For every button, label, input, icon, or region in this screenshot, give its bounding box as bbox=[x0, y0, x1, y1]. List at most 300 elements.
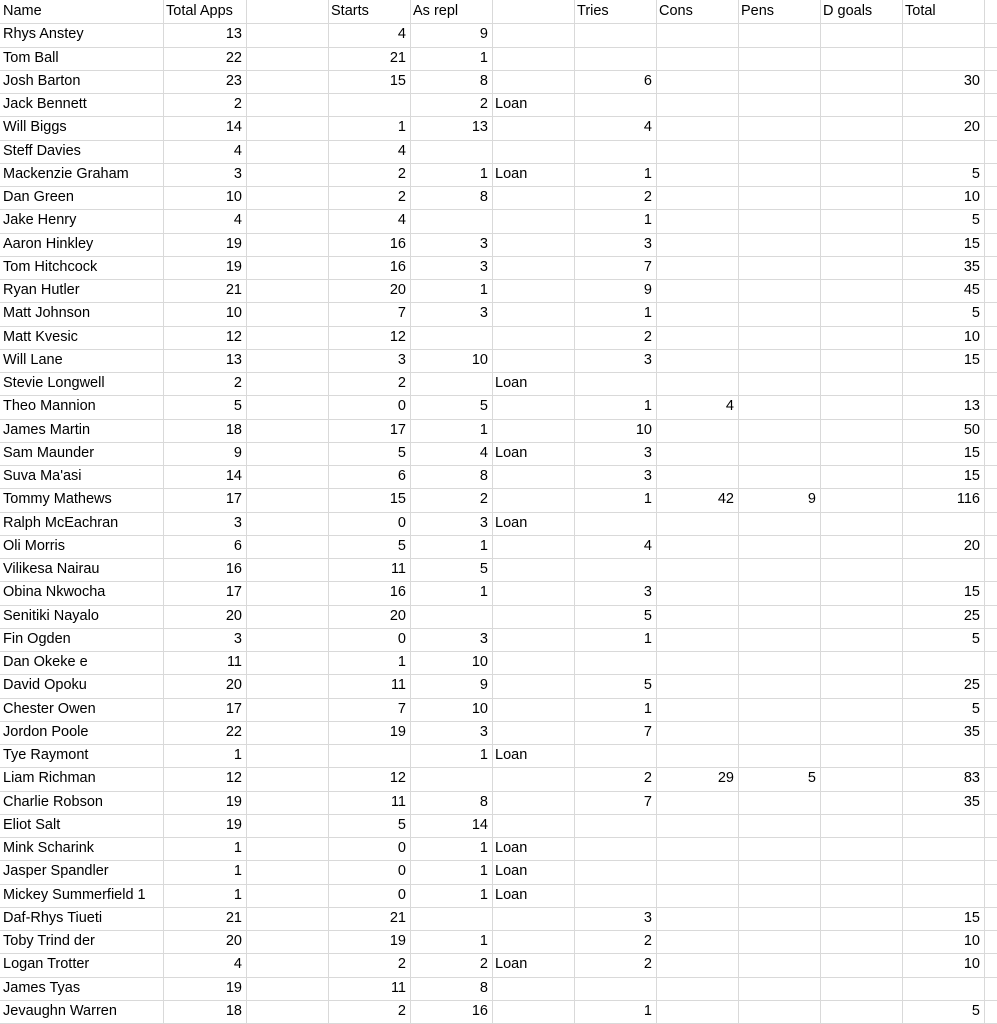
cell-extra[interactable] bbox=[246, 698, 328, 721]
cell-d-goals[interactable] bbox=[820, 605, 902, 628]
cell-total-apps[interactable]: 21 bbox=[225, 910, 242, 926]
header-cell-as-repl[interactable]: As repl bbox=[413, 3, 459, 19]
cell-d-goals[interactable] bbox=[820, 791, 902, 814]
cell-d-goals[interactable] bbox=[820, 279, 902, 302]
cell-total-apps[interactable]: 6 bbox=[233, 538, 242, 554]
cell-tail[interactable] bbox=[984, 953, 997, 976]
cell-total-apps[interactable]: 3 bbox=[233, 631, 242, 647]
cell-starts[interactable]: 2 bbox=[397, 956, 406, 972]
cell-cons[interactable] bbox=[656, 628, 738, 651]
cell-total-apps[interactable]: 20 bbox=[225, 933, 242, 949]
cell-total-apps[interactable]: 1 bbox=[233, 840, 242, 856]
cell-total[interactable]: 5 bbox=[971, 305, 980, 321]
cell-tries[interactable]: 3 bbox=[643, 236, 652, 252]
cell-starts[interactable]: 19 bbox=[389, 933, 406, 949]
cell-tail[interactable] bbox=[984, 256, 997, 279]
cell-pens[interactable] bbox=[738, 698, 820, 721]
cell-extra[interactable] bbox=[246, 628, 328, 651]
cell-pens[interactable] bbox=[738, 233, 820, 256]
cell-d-goals[interactable] bbox=[820, 721, 902, 744]
cell-tries[interactable]: 1 bbox=[643, 212, 652, 228]
cell-note[interactable] bbox=[492, 326, 574, 349]
cell-total[interactable] bbox=[902, 744, 984, 767]
cell-d-goals[interactable] bbox=[820, 535, 902, 558]
cell-as-repl[interactable]: 1 bbox=[479, 887, 488, 903]
cell-pens[interactable] bbox=[738, 349, 820, 372]
cell-starts[interactable]: 7 bbox=[397, 701, 406, 717]
cell-note[interactable] bbox=[492, 674, 574, 697]
cell-d-goals[interactable] bbox=[820, 233, 902, 256]
cell-pens[interactable] bbox=[738, 116, 820, 139]
cell-tries[interactable] bbox=[574, 977, 656, 1000]
cell-starts[interactable]: 5 bbox=[397, 817, 406, 833]
cell-name[interactable]: Jasper Spandler bbox=[3, 863, 109, 879]
cell-note[interactable] bbox=[492, 140, 574, 163]
cell-as-repl[interactable]: 1 bbox=[479, 50, 488, 66]
cell-tail[interactable] bbox=[984, 163, 997, 186]
cell-total[interactable]: 35 bbox=[963, 259, 980, 275]
cell-name[interactable]: Steff Davies bbox=[3, 143, 81, 159]
cell-total[interactable]: 5 bbox=[971, 701, 980, 717]
cell-d-goals[interactable] bbox=[820, 23, 902, 46]
cell-total[interactable] bbox=[902, 372, 984, 395]
cell-tail[interactable] bbox=[984, 907, 997, 930]
cell-starts[interactable]: 11 bbox=[390, 980, 406, 996]
cell-tail[interactable] bbox=[984, 930, 997, 953]
cell-as-repl[interactable]: 2 bbox=[479, 956, 488, 972]
cell-cons[interactable] bbox=[656, 465, 738, 488]
cell-starts[interactable]: 4 bbox=[397, 212, 406, 228]
cell-as-repl[interactable]: 3 bbox=[479, 305, 488, 321]
cell-name[interactable]: Eliot Salt bbox=[3, 817, 61, 833]
cell-note[interactable] bbox=[492, 767, 574, 790]
cell-total-apps[interactable]: 5 bbox=[233, 398, 242, 414]
cell-extra[interactable] bbox=[246, 953, 328, 976]
cell-d-goals[interactable] bbox=[820, 419, 902, 442]
cell-note[interactable] bbox=[492, 1000, 574, 1023]
cell-d-goals[interactable] bbox=[820, 256, 902, 279]
cell-note[interactable] bbox=[492, 116, 574, 139]
cell-name[interactable]: Toby Trind der bbox=[3, 933, 95, 949]
cell-name[interactable]: Ralph McEachran bbox=[3, 515, 119, 531]
cell-extra[interactable] bbox=[246, 465, 328, 488]
header-cell-d-goals[interactable]: D goals bbox=[823, 3, 873, 19]
cell-pens[interactable] bbox=[738, 47, 820, 70]
cell-starts[interactable]: 0 bbox=[397, 840, 406, 856]
cell-pens[interactable] bbox=[738, 977, 820, 1000]
cell-cons[interactable]: 42 bbox=[717, 491, 734, 507]
cell-pens[interactable] bbox=[738, 256, 820, 279]
cell-d-goals[interactable] bbox=[820, 116, 902, 139]
cell-starts[interactable]: 1 bbox=[397, 119, 406, 135]
cell-extra[interactable] bbox=[246, 488, 328, 511]
cell-as-repl[interactable] bbox=[410, 326, 492, 349]
cell-total[interactable]: 35 bbox=[963, 794, 980, 810]
cell-tail[interactable] bbox=[984, 674, 997, 697]
cell-cons[interactable] bbox=[656, 930, 738, 953]
cell-note[interactable] bbox=[492, 698, 574, 721]
cell-note[interactable] bbox=[492, 186, 574, 209]
cell-name[interactable]: Fin Ogden bbox=[3, 631, 71, 647]
cell-cons[interactable] bbox=[656, 791, 738, 814]
cell-extra[interactable] bbox=[246, 163, 328, 186]
cell-pens[interactable] bbox=[738, 605, 820, 628]
cell-total[interactable]: 13 bbox=[963, 398, 980, 414]
cell-d-goals[interactable] bbox=[820, 1000, 902, 1023]
cell-extra[interactable] bbox=[246, 302, 328, 325]
cell-note[interactable]: Loan bbox=[495, 515, 528, 531]
cell-tail[interactable] bbox=[984, 23, 997, 46]
cell-pens[interactable]: 5 bbox=[807, 770, 816, 786]
cell-cons[interactable] bbox=[656, 186, 738, 209]
cell-tries[interactable]: 10 bbox=[635, 422, 652, 438]
cell-d-goals[interactable] bbox=[820, 581, 902, 604]
cell-cons[interactable] bbox=[656, 349, 738, 372]
cell-extra[interactable] bbox=[246, 442, 328, 465]
header-cell-starts[interactable]: Starts bbox=[331, 3, 369, 19]
cell-cons[interactable] bbox=[656, 442, 738, 465]
cell-total[interactable] bbox=[902, 23, 984, 46]
cell-as-repl[interactable]: 1 bbox=[479, 933, 488, 949]
cell-name[interactable]: Rhys Anstey bbox=[3, 26, 84, 42]
cell-name[interactable]: Mickey Summerfield 1 bbox=[3, 887, 146, 903]
cell-tail[interactable] bbox=[984, 349, 997, 372]
cell-tail[interactable] bbox=[984, 558, 997, 581]
cell-note[interactable] bbox=[492, 930, 574, 953]
header-cell-tail[interactable] bbox=[984, 0, 997, 23]
cell-cons[interactable] bbox=[656, 70, 738, 93]
cell-tries[interactable] bbox=[574, 93, 656, 116]
cell-note[interactable] bbox=[492, 628, 574, 651]
cell-total[interactable] bbox=[902, 558, 984, 581]
cell-tries[interactable]: 3 bbox=[643, 352, 652, 368]
cell-cons[interactable] bbox=[656, 581, 738, 604]
cell-name[interactable]: Tom Ball bbox=[3, 50, 59, 66]
cell-cons[interactable] bbox=[656, 326, 738, 349]
cell-pens[interactable] bbox=[738, 721, 820, 744]
cell-tail[interactable] bbox=[984, 279, 997, 302]
cell-tries[interactable]: 4 bbox=[643, 119, 652, 135]
cell-tail[interactable] bbox=[984, 419, 997, 442]
cell-tail[interactable] bbox=[984, 651, 997, 674]
cell-total[interactable]: 10 bbox=[963, 956, 980, 972]
cell-extra[interactable] bbox=[246, 907, 328, 930]
cell-extra[interactable] bbox=[246, 674, 328, 697]
cell-note[interactable] bbox=[492, 814, 574, 837]
header-cell-name[interactable]: Name bbox=[3, 3, 42, 19]
cell-pens[interactable] bbox=[738, 209, 820, 232]
cell-note[interactable] bbox=[492, 23, 574, 46]
cell-as-repl[interactable]: 5 bbox=[479, 561, 488, 577]
cell-as-repl[interactable]: 3 bbox=[479, 236, 488, 252]
cell-as-repl[interactable]: 1 bbox=[479, 166, 488, 182]
cell-d-goals[interactable] bbox=[820, 884, 902, 907]
cell-total-apps[interactable]: 17 bbox=[225, 701, 242, 717]
cell-starts[interactable]: 16 bbox=[389, 259, 406, 275]
cell-tail[interactable] bbox=[984, 302, 997, 325]
cell-as-repl[interactable] bbox=[410, 605, 492, 628]
cell-total[interactable]: 20 bbox=[963, 119, 980, 135]
cell-extra[interactable] bbox=[246, 814, 328, 837]
cell-pens[interactable] bbox=[738, 837, 820, 860]
cell-starts[interactable]: 2 bbox=[397, 189, 406, 205]
cell-tail[interactable] bbox=[984, 837, 997, 860]
cell-extra[interactable] bbox=[246, 395, 328, 418]
cell-extra[interactable] bbox=[246, 326, 328, 349]
cell-tail[interactable] bbox=[984, 47, 997, 70]
cell-note[interactable]: Loan bbox=[495, 887, 528, 903]
cell-d-goals[interactable] bbox=[820, 977, 902, 1000]
cell-as-repl[interactable]: 1 bbox=[479, 538, 488, 554]
cell-extra[interactable] bbox=[246, 47, 328, 70]
cell-d-goals[interactable] bbox=[820, 209, 902, 232]
cell-as-repl[interactable]: 1 bbox=[479, 747, 488, 763]
cell-cons[interactable] bbox=[656, 140, 738, 163]
cell-d-goals[interactable] bbox=[820, 860, 902, 883]
cell-extra[interactable] bbox=[246, 791, 328, 814]
cell-note[interactable] bbox=[492, 70, 574, 93]
cell-tries[interactable] bbox=[574, 744, 656, 767]
cell-name[interactable]: Suva Ma'asi bbox=[3, 468, 82, 484]
cell-name[interactable]: Charlie Robson bbox=[3, 794, 103, 810]
cell-tail[interactable] bbox=[984, 581, 997, 604]
cell-total[interactable]: 50 bbox=[963, 422, 980, 438]
cell-name[interactable]: Will Lane bbox=[3, 352, 63, 368]
cell-extra[interactable] bbox=[246, 233, 328, 256]
cell-extra[interactable] bbox=[246, 767, 328, 790]
cell-total-apps[interactable]: 21 bbox=[225, 282, 242, 298]
cell-total[interactable]: 5 bbox=[971, 212, 980, 228]
cell-d-goals[interactable] bbox=[820, 814, 902, 837]
cell-tries[interactable]: 3 bbox=[643, 910, 652, 926]
cell-total[interactable]: 15 bbox=[963, 445, 980, 461]
cell-as-repl[interactable]: 1 bbox=[479, 422, 488, 438]
cell-total-apps[interactable]: 13 bbox=[225, 26, 242, 42]
cell-name[interactable]: Josh Barton bbox=[3, 73, 81, 89]
cell-name[interactable]: Sam Maunder bbox=[3, 445, 95, 461]
cell-pens[interactable] bbox=[738, 163, 820, 186]
cell-total-apps[interactable]: 19 bbox=[225, 236, 242, 252]
cell-name[interactable]: Obina Nkwocha bbox=[3, 584, 106, 600]
cell-name[interactable]: Stevie Longwell bbox=[3, 375, 105, 391]
cell-tail[interactable] bbox=[984, 814, 997, 837]
cell-cons[interactable] bbox=[656, 419, 738, 442]
cell-name[interactable]: James Tyas bbox=[3, 980, 81, 996]
cell-cons[interactable] bbox=[656, 721, 738, 744]
cell-tries[interactable]: 5 bbox=[643, 608, 652, 624]
cell-name[interactable]: Matt Johnson bbox=[3, 305, 91, 321]
cell-total-apps[interactable]: 16 bbox=[225, 561, 242, 577]
cell-note[interactable] bbox=[492, 977, 574, 1000]
cell-tries[interactable]: 1 bbox=[643, 1003, 652, 1019]
cell-as-repl[interactable] bbox=[410, 372, 492, 395]
cell-tail[interactable] bbox=[984, 140, 997, 163]
cell-d-goals[interactable] bbox=[820, 349, 902, 372]
cell-total[interactable]: 10 bbox=[963, 189, 980, 205]
cell-starts[interactable]: 21 bbox=[389, 910, 406, 926]
cell-tries[interactable] bbox=[574, 512, 656, 535]
cell-note[interactable] bbox=[492, 209, 574, 232]
cell-total-apps[interactable]: 1 bbox=[233, 887, 242, 903]
cell-name[interactable]: Dan Okeke e bbox=[3, 654, 88, 670]
cell-tries[interactable]: 9 bbox=[643, 282, 652, 298]
cell-as-repl[interactable]: 8 bbox=[479, 468, 488, 484]
cell-cons[interactable] bbox=[656, 651, 738, 674]
cell-pens[interactable] bbox=[738, 535, 820, 558]
cell-as-repl[interactable] bbox=[410, 209, 492, 232]
cell-starts[interactable]: 0 bbox=[397, 863, 406, 879]
cell-total[interactable]: 83 bbox=[963, 770, 980, 786]
cell-tries[interactable]: 2 bbox=[643, 933, 652, 949]
cell-starts[interactable]: 0 bbox=[397, 515, 406, 531]
cell-cons[interactable] bbox=[656, 698, 738, 721]
cell-starts[interactable]: 4 bbox=[397, 143, 406, 159]
cell-name[interactable]: Daf-Rhys Tiueti bbox=[3, 910, 103, 926]
cell-starts[interactable]: 11 bbox=[390, 561, 406, 577]
cell-total[interactable] bbox=[902, 884, 984, 907]
cell-total[interactable]: 25 bbox=[963, 677, 980, 693]
cell-tries[interactable]: 7 bbox=[643, 724, 652, 740]
cell-extra[interactable] bbox=[246, 209, 328, 232]
cell-total-apps[interactable]: 12 bbox=[225, 329, 242, 345]
cell-note[interactable] bbox=[492, 47, 574, 70]
cell-extra[interactable] bbox=[246, 558, 328, 581]
cell-pens[interactable] bbox=[738, 744, 820, 767]
cell-tail[interactable] bbox=[984, 465, 997, 488]
cell-total[interactable]: 5 bbox=[971, 1003, 980, 1019]
cell-tail[interactable] bbox=[984, 512, 997, 535]
cell-pens[interactable] bbox=[738, 302, 820, 325]
cell-as-repl[interactable]: 10 bbox=[471, 654, 488, 670]
cell-total-apps[interactable]: 22 bbox=[225, 50, 242, 66]
cell-note[interactable] bbox=[492, 233, 574, 256]
cell-tail[interactable] bbox=[984, 186, 997, 209]
cell-as-repl[interactable]: 1 bbox=[479, 863, 488, 879]
cell-cons[interactable] bbox=[656, 209, 738, 232]
cell-pens[interactable] bbox=[738, 860, 820, 883]
cell-tail[interactable] bbox=[984, 628, 997, 651]
cell-d-goals[interactable] bbox=[820, 47, 902, 70]
cell-name[interactable]: Jevaughn Warren bbox=[3, 1003, 117, 1019]
cell-d-goals[interactable] bbox=[820, 651, 902, 674]
cell-tail[interactable] bbox=[984, 791, 997, 814]
cell-pens[interactable] bbox=[738, 93, 820, 116]
cell-pens[interactable] bbox=[738, 814, 820, 837]
cell-extra[interactable] bbox=[246, 535, 328, 558]
cell-tail[interactable] bbox=[984, 209, 997, 232]
cell-starts[interactable]: 16 bbox=[389, 236, 406, 252]
cell-as-repl[interactable]: 3 bbox=[479, 259, 488, 275]
cell-pens[interactable] bbox=[738, 674, 820, 697]
cell-tries[interactable]: 5 bbox=[643, 677, 652, 693]
cell-pens[interactable] bbox=[738, 442, 820, 465]
cell-as-repl[interactable]: 1 bbox=[479, 840, 488, 856]
cell-tries[interactable]: 2 bbox=[643, 770, 652, 786]
cell-tries[interactable]: 1 bbox=[643, 701, 652, 717]
cell-extra[interactable] bbox=[246, 93, 328, 116]
cell-pens[interactable] bbox=[738, 419, 820, 442]
cell-total-apps[interactable]: 4 bbox=[233, 956, 242, 972]
cell-starts[interactable]: 20 bbox=[389, 282, 406, 298]
cell-total[interactable]: 15 bbox=[963, 352, 980, 368]
cell-d-goals[interactable] bbox=[820, 488, 902, 511]
cell-tail[interactable] bbox=[984, 860, 997, 883]
cell-total-apps[interactable]: 9 bbox=[233, 445, 242, 461]
cell-total-apps[interactable]: 1 bbox=[233, 863, 242, 879]
cell-starts[interactable]: 0 bbox=[397, 887, 406, 903]
cell-name[interactable]: Tom Hitchcock bbox=[3, 259, 98, 275]
cell-note[interactable]: Loan bbox=[495, 863, 528, 879]
cell-total-apps[interactable]: 17 bbox=[225, 584, 242, 600]
cell-as-repl[interactable]: 3 bbox=[479, 515, 488, 531]
cell-pens[interactable] bbox=[738, 23, 820, 46]
cell-starts[interactable]: 12 bbox=[389, 770, 406, 786]
cell-starts[interactable]: 15 bbox=[389, 73, 406, 89]
cell-total[interactable]: 45 bbox=[963, 282, 980, 298]
cell-tries[interactable]: 2 bbox=[643, 329, 652, 345]
cell-as-repl[interactable]: 10 bbox=[471, 701, 488, 717]
cell-name[interactable]: Jack Bennett bbox=[3, 96, 87, 112]
cell-as-repl[interactable]: 3 bbox=[479, 631, 488, 647]
cell-note[interactable]: Loan bbox=[495, 956, 528, 972]
cell-tail[interactable] bbox=[984, 488, 997, 511]
cell-starts[interactable] bbox=[328, 93, 410, 116]
cell-cons[interactable] bbox=[656, 93, 738, 116]
cell-starts[interactable]: 21 bbox=[389, 50, 406, 66]
cell-total-apps[interactable]: 12 bbox=[225, 770, 242, 786]
cell-as-repl[interactable]: 9 bbox=[479, 677, 488, 693]
cell-tail[interactable] bbox=[984, 116, 997, 139]
cell-d-goals[interactable] bbox=[820, 372, 902, 395]
cell-extra[interactable] bbox=[246, 512, 328, 535]
cell-starts[interactable]: 0 bbox=[397, 398, 406, 414]
cell-total[interactable]: 15 bbox=[963, 584, 980, 600]
cell-total[interactable] bbox=[902, 837, 984, 860]
cell-pens[interactable] bbox=[738, 279, 820, 302]
cell-extra[interactable] bbox=[246, 140, 328, 163]
cell-total[interactable]: 25 bbox=[963, 608, 980, 624]
cell-note[interactable] bbox=[492, 349, 574, 372]
cell-name[interactable]: Will Biggs bbox=[3, 119, 67, 135]
cell-extra[interactable] bbox=[246, 930, 328, 953]
cell-name[interactable]: Mackenzie Graham bbox=[3, 166, 129, 182]
cell-total[interactable]: 35 bbox=[963, 724, 980, 740]
cell-cons[interactable] bbox=[656, 116, 738, 139]
cell-total-apps[interactable]: 11 bbox=[226, 654, 242, 670]
cell-extra[interactable] bbox=[246, 977, 328, 1000]
cell-pens[interactable] bbox=[738, 884, 820, 907]
cell-pens[interactable] bbox=[738, 581, 820, 604]
cell-cons[interactable] bbox=[656, 837, 738, 860]
cell-starts[interactable]: 2 bbox=[397, 1003, 406, 1019]
cell-tries[interactable]: 6 bbox=[643, 73, 652, 89]
cell-extra[interactable] bbox=[246, 605, 328, 628]
cell-starts[interactable]: 20 bbox=[389, 608, 406, 624]
cell-note[interactable] bbox=[492, 488, 574, 511]
cell-d-goals[interactable] bbox=[820, 186, 902, 209]
cell-d-goals[interactable] bbox=[820, 674, 902, 697]
cell-extra[interactable] bbox=[246, 744, 328, 767]
cell-cons[interactable] bbox=[656, 512, 738, 535]
cell-total-apps[interactable]: 14 bbox=[225, 119, 242, 135]
cell-starts[interactable]: 11 bbox=[390, 677, 406, 693]
cell-tries[interactable] bbox=[574, 860, 656, 883]
cell-note[interactable] bbox=[492, 581, 574, 604]
cell-total[interactable]: 15 bbox=[963, 236, 980, 252]
cell-note[interactable] bbox=[492, 256, 574, 279]
cell-name[interactable]: Tommy Mathews bbox=[3, 491, 112, 507]
cell-d-goals[interactable] bbox=[820, 465, 902, 488]
